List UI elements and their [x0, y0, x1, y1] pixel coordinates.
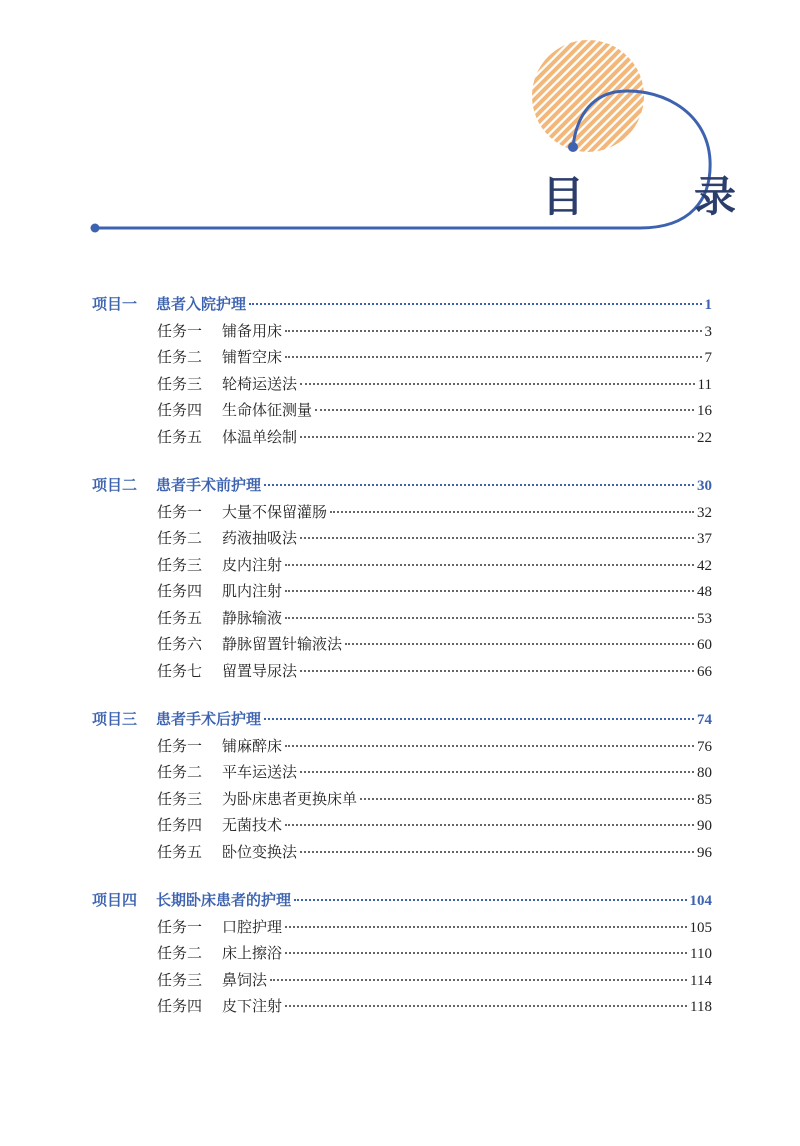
table-of-contents — [92, 291, 712, 1042]
dot-leader — [285, 356, 701, 358]
page-number: 76 — [697, 738, 712, 755]
toc-task-entry[interactable] — [92, 605, 712, 632]
task-title: 体温单绘制 — [222, 427, 298, 446]
page-number: 30 — [697, 478, 712, 494]
toc-task-entry[interactable] — [92, 578, 712, 605]
task-number: 任务五 — [157, 608, 203, 627]
task-title: 肌内注射 — [222, 582, 283, 600]
project-number: 项目二 — [92, 476, 138, 494]
page-number: 96 — [697, 844, 712, 861]
task-number: 任务四 — [157, 401, 203, 419]
dot-leader — [264, 718, 694, 720]
task-title: 大量不保留灌肠 — [222, 502, 328, 521]
dot-leader — [345, 643, 694, 645]
page-number: 3 — [704, 323, 712, 340]
page-number: 48 — [697, 584, 712, 600]
task-title: 床上擦浴 — [222, 944, 283, 962]
toc-task-entry[interactable] — [92, 967, 712, 994]
task-title: 无菌技术 — [222, 816, 283, 834]
project-title: 长期卧床患者的护理 — [156, 891, 292, 909]
dot-leader — [330, 511, 694, 513]
page-number: 53 — [697, 610, 712, 627]
page-number: 104 — [689, 893, 712, 909]
toc-task-entry[interactable] — [92, 318, 712, 345]
task-title: 轮椅运送法 — [222, 374, 298, 393]
striped-circle-decoration — [368, 16, 800, 176]
page-number: 85 — [697, 791, 712, 808]
dot-leader — [285, 824, 694, 826]
toc-task-entry[interactable] — [92, 397, 712, 424]
dot-leader — [285, 926, 686, 928]
project-title: 患者手术后护理 — [156, 710, 262, 728]
task-number: 任务四 — [157, 816, 203, 834]
toc-project-entry[interactable] — [92, 706, 712, 733]
task-number: 任务四 — [157, 997, 203, 1015]
dot-leader — [270, 979, 687, 981]
dot-leader — [285, 952, 687, 954]
dot-leader — [285, 564, 694, 566]
project-title: 患者入院护理 — [156, 295, 247, 313]
page-title: 目 录 — [542, 172, 771, 221]
toc-task-entry[interactable] — [92, 658, 712, 685]
task-number: 任务三 — [157, 555, 203, 574]
task-number: 任务四 — [157, 582, 203, 600]
page-number: 66 — [697, 663, 712, 680]
project-number: 项目四 — [92, 891, 138, 909]
toc-project-entry[interactable] — [92, 472, 712, 499]
toc-task-entry[interactable] — [92, 552, 712, 579]
toc-task-entry[interactable] — [92, 631, 712, 658]
dot-leader — [300, 537, 694, 539]
task-title: 为卧床患者更换床单 — [222, 789, 358, 808]
task-title: 静脉留置针输液法 — [222, 635, 343, 653]
task-number: 任务六 — [157, 635, 203, 653]
dot-leader — [285, 1005, 687, 1007]
dot-leader — [300, 670, 694, 672]
page-number: 37 — [697, 531, 712, 547]
toc-task-entry[interactable] — [92, 759, 712, 786]
task-title: 皮内注射 — [222, 555, 283, 574]
task-number: 任务三 — [157, 374, 203, 393]
toc-task-entry[interactable] — [92, 993, 712, 1020]
toc-task-entry[interactable] — [92, 344, 712, 371]
page-number: 105 — [689, 919, 712, 936]
toc-section — [92, 291, 712, 450]
page-number: 11 — [697, 376, 712, 393]
page-number: 22 — [697, 429, 712, 446]
dot-leader — [285, 745, 694, 747]
task-number: 任务二 — [157, 763, 203, 781]
dot-leader — [300, 851, 694, 853]
toc-task-entry[interactable] — [92, 940, 712, 967]
task-title: 铺麻醉床 — [222, 736, 283, 755]
task-number: 任务五 — [157, 842, 203, 861]
task-number: 任务一 — [157, 736, 203, 755]
page-number: 90 — [697, 818, 712, 834]
page-number: 110 — [690, 946, 712, 962]
task-title: 口腔护理 — [222, 917, 283, 936]
toc-section — [92, 472, 712, 684]
page-number: 74 — [697, 712, 712, 728]
page-number: 16 — [697, 403, 712, 419]
dot-leader — [300, 771, 694, 773]
toc-task-entry[interactable] — [92, 839, 712, 866]
toc-task-entry[interactable] — [92, 525, 712, 552]
task-title: 药液抽吸法 — [222, 529, 298, 547]
page-number: 80 — [697, 765, 712, 781]
task-title: 鼻饲法 — [222, 970, 268, 989]
task-number: 任务一 — [157, 502, 203, 521]
line-start-dot — [91, 224, 100, 233]
page-number: 32 — [697, 504, 712, 521]
project-number: 项目三 — [92, 710, 138, 728]
page-number: 42 — [697, 557, 712, 574]
task-number: 任务二 — [157, 944, 203, 962]
dot-leader — [294, 899, 686, 901]
page-number: 118 — [690, 999, 712, 1015]
dot-leader — [249, 303, 701, 305]
task-title: 留置导尿法 — [222, 661, 298, 680]
task-title: 卧位变换法 — [222, 842, 298, 861]
toc-project-entry[interactable] — [92, 887, 712, 914]
task-title: 平车运送法 — [222, 763, 298, 781]
dot-leader — [285, 617, 694, 619]
task-number: 任务三 — [157, 789, 203, 808]
toc-task-entry[interactable] — [92, 914, 712, 941]
page-number: 114 — [690, 972, 712, 989]
dot-leader — [264, 484, 694, 486]
task-title: 静脉输液 — [222, 608, 283, 627]
page-number: 1 — [704, 297, 712, 313]
page-number: 7 — [704, 350, 712, 366]
task-number: 任务二 — [157, 529, 203, 547]
task-number: 任务三 — [157, 970, 203, 989]
task-title: 铺备用床 — [222, 321, 283, 340]
toc-task-entry[interactable] — [92, 371, 712, 398]
toc-task-entry[interactable] — [92, 812, 712, 839]
task-title: 铺暂空床 — [222, 348, 283, 366]
dot-leader — [315, 409, 694, 411]
task-title: 皮下注射 — [222, 997, 283, 1015]
task-number: 任务一 — [157, 917, 203, 936]
toc-task-entry[interactable] — [92, 499, 712, 526]
task-number: 任务七 — [157, 661, 203, 680]
dot-leader — [285, 590, 694, 592]
project-number: 项目一 — [92, 295, 138, 313]
task-number: 任务五 — [157, 427, 203, 446]
task-number: 任务一 — [157, 321, 203, 340]
page-number: 60 — [697, 637, 712, 653]
line-end-dot — [568, 142, 578, 152]
toc-section — [92, 887, 712, 1020]
toc-task-entry[interactable] — [92, 424, 712, 451]
dot-leader — [300, 436, 694, 438]
project-title: 患者手术前护理 — [156, 476, 262, 494]
dot-leader — [285, 330, 701, 332]
dot-leader — [300, 383, 695, 385]
task-title: 生命体征测量 — [222, 401, 313, 419]
toc-task-entry[interactable] — [92, 733, 712, 760]
dot-leader — [360, 798, 694, 800]
toc-section — [92, 706, 712, 865]
toc-task-entry[interactable] — [92, 786, 712, 813]
task-number: 任务二 — [157, 348, 203, 366]
toc-project-entry[interactable] — [92, 291, 712, 318]
